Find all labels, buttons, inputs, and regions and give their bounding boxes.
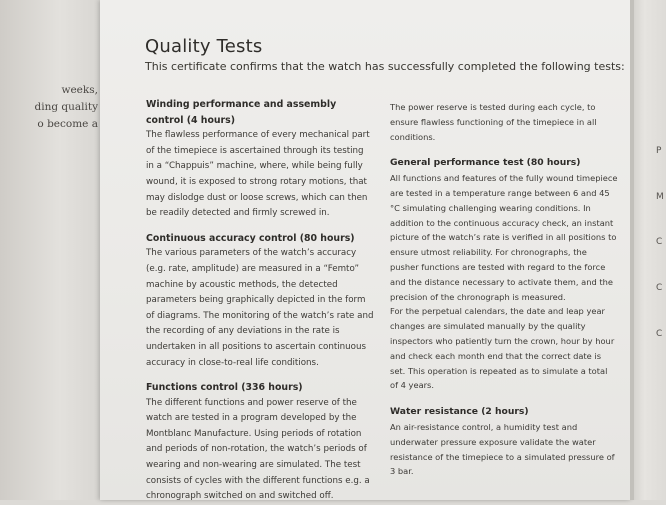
left-line-2: ding quality [34,101,98,113]
edge-letter: C [656,237,663,247]
page-subtitle: This certificate confirms that the watch has successfully completed the following tests: [145,60,625,73]
right-page [630,0,666,500]
section-body-accuracy: The various parameters of the watch’s accuracy (e.g. rate, amplitude) are measured in a “Femto” machine by acoustic methods, the detected parameters being graphically depicted in the form of diagrams. The monitoring of the watch’s rate and the recording of any deviations in the rate is undertaken in all positions to ascertain continuous accuracy in close-to-real life conditions. [146,248,374,368]
left-page-text [0,82,98,133]
right-column [390,100,618,479]
left-line-1: weeks, [61,84,98,96]
section-heading-functions: Functions control (336 hours) [146,382,303,394]
section-body-calendar: For the perpetual calendars, the date and leap year changes are simulated manually by the quality inspectors who patiently turn the crown, hour by hour and check each month end that the correct date is set. This operation is repeated as to simulate a total of 4 years. [390,306,615,391]
power-reserve-text: The power reserve is tested during each cycle, to ensure flawless functioning of the timepiece in all conditions. [390,102,597,142]
certificate-page [100,0,630,500]
section-body-winding: The flawless performance of every mechanical part of the timepiece is ascertained through its testing in a “Chappuis” machine, where, while being fully wound, it is exposed to strong rotary motions, that may dislodge dust or loose screws, which can then be readily detected and firmly screwed in. [146,130,370,219]
page-fold [630,0,634,500]
section-heading-water: Water resistance (2 hours) [390,406,529,418]
page-title: Quality Tests [145,36,263,57]
edge-letter: P [656,146,662,156]
section-body-water: An air-resistance control, a humidity test and underwater pressure exposure validate the water resistance of the timepiece to a simulated pressure of 3 bar. [390,421,615,477]
section-body-general: All functions and features of the fully wound timepiece are tested in a temperature range between 6 and 45 °C simulating challenging wearing conditions. In addition to the continuous accuracy check, an instant picture of the watch’s rate is verified in all positions to ensure utmost reliability. For chronographs, the pusher functions are tested with regard to the force and the distance necessary to activate them, and the precision of the chronograph is measured. [390,173,618,302]
left-line-3: o become a [37,118,98,130]
edge-letter: M [656,192,664,202]
section-heading-accuracy: Continuous accuracy control (80 hours) [146,232,355,244]
section-body-functions: The different functions and power reserve of the watch are tested in a program developed by the Montblanc Manufacture. Using periods of rotation and periods of non-rotation, the watch’s periods of wearing and non-wearing are simulated. The test consists of cycles with the different functions e.g. a chronograph switched on and switched off. [146,397,370,502]
left-column [146,97,374,505]
left-page [0,0,100,500]
section-heading-general: General performance test (80 hours) [390,157,581,169]
edge-letter: C [656,329,663,339]
edge-letter: C [656,283,663,293]
section-heading-winding: Winding performance and assembly control (4 hours) [146,99,337,126]
